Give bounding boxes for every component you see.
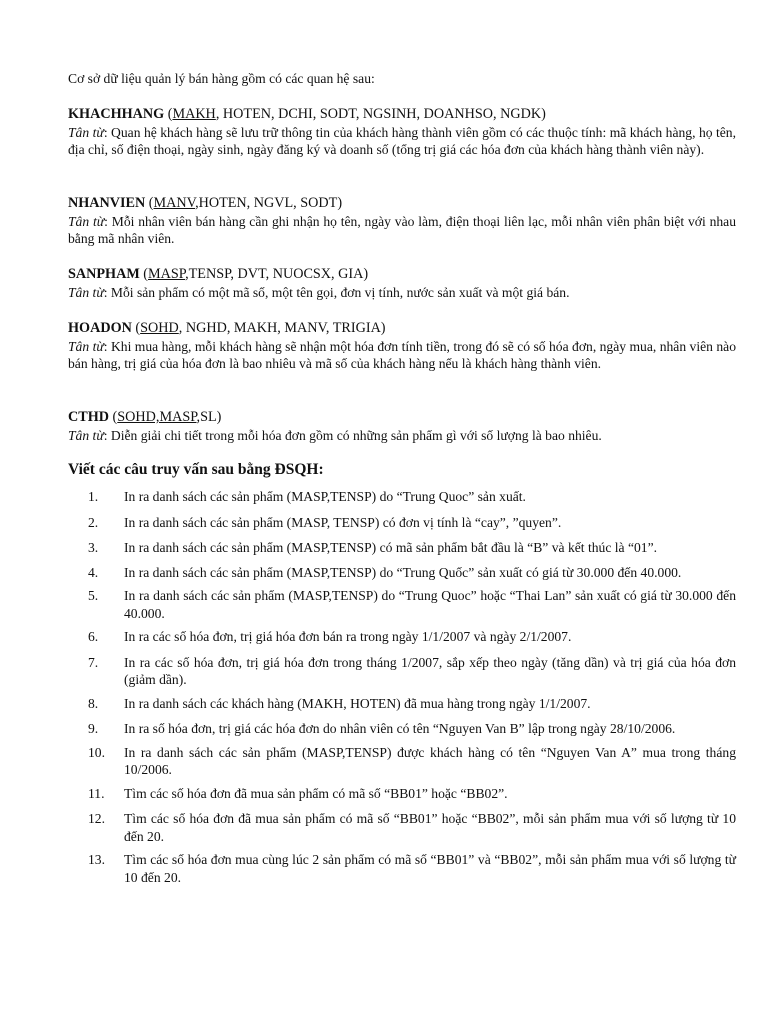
relation-name: KHACHHANG bbox=[68, 106, 165, 122]
list-item bbox=[68, 488, 736, 506]
relation-description bbox=[68, 213, 736, 248]
relation-attributes: ,HOTEN, NGVL, SODT) bbox=[195, 195, 343, 211]
item-number: 10. bbox=[88, 744, 105, 760]
item-text: In ra danh sách các sản phẩm (MASP,TENSP) do “Trung Quoc” hoặc “Thai Lan” sản xuất có giá từ 30.000 đến 40.000. bbox=[124, 588, 736, 621]
relation-nhanvien bbox=[68, 195, 736, 248]
query-list bbox=[68, 488, 736, 886]
description-label: Tân từ bbox=[68, 213, 105, 229]
relation-attributes: ,SL) bbox=[196, 409, 222, 425]
description-text: : Mỗi sản phẩm có một mã số, một tên gọi, đơn vị tính, nước sản xuất và một giá bán. bbox=[103, 284, 570, 300]
item-text: Tìm các số hóa đơn đã mua sản phẩm có mã số “BB01” hoặc “BB02”, mỗi sản phẩm mua với số lượng từ 10 đến 20. bbox=[124, 811, 736, 844]
relation-hoadon bbox=[68, 320, 736, 373]
relation-attributes: , HOTEN, DCHI, SODT, NGSINH, DOANHSO, NGDK) bbox=[215, 106, 546, 122]
item-number: 12. bbox=[88, 811, 105, 826]
description-label: Tân từ bbox=[68, 427, 104, 443]
item-number: 11. bbox=[88, 785, 105, 801]
list-item bbox=[68, 628, 736, 646]
relation-description bbox=[68, 284, 736, 302]
list-item bbox=[68, 744, 736, 779]
description-label: Tân từ bbox=[68, 338, 104, 354]
description-text: : Diễn giải chi tiết trong mỗi hóa đơn gồm có những sản phẩm gì với số lượng là bao nhiêu. bbox=[103, 427, 602, 443]
item-number: 5. bbox=[88, 588, 99, 603]
list-item bbox=[68, 564, 736, 582]
item-text: In ra các số hóa đơn, trị giá hóa đơn trong tháng 1/2007, sắp xếp theo ngày (tăng dần) và trị giá của hóa đơn (giảm dần). bbox=[124, 654, 736, 687]
item-text: In ra các số hóa đơn, trị giá hóa đơn bán ra trong ngày 1/1/2007 và ngày 2/1/2007. bbox=[124, 629, 572, 644]
list-item bbox=[68, 695, 736, 713]
intro-text: Cơ sở dữ liệu quản lý bán hàng gồm có các quan hệ sau: bbox=[68, 71, 375, 86]
item-text: In ra danh sách các sản phẩm (MASP, TENSP) có đơn vị tính là “cay”, ”quyen”. bbox=[124, 514, 562, 530]
description-label: Tân từ bbox=[68, 284, 104, 300]
relation-name: CTHD bbox=[68, 409, 109, 425]
item-number: 9. bbox=[88, 721, 99, 736]
primary-key: SOHD,MASP bbox=[117, 409, 197, 425]
relation-name: NHANVIEN bbox=[68, 195, 146, 211]
relation-description bbox=[68, 427, 736, 445]
primary-key: SOHD bbox=[140, 320, 179, 336]
item-number: 13. bbox=[88, 852, 105, 867]
relation-schema: HOADON (SOHD, NGHD, MAKH, MANV, TRIGIA) bbox=[68, 320, 386, 336]
item-text: Tìm các số hóa đơn đã mua sản phẩm có mã số “BB01” hoặc “BB02”. bbox=[124, 785, 508, 801]
item-number: 7. bbox=[88, 654, 99, 670]
primary-key: MANV bbox=[153, 195, 196, 211]
relation-attributes: , NGHD, MAKH, MANV, TRIGIA) bbox=[178, 320, 386, 336]
primary-key: MAKH bbox=[172, 106, 216, 122]
item-text: In ra danh sách các sản phẩm (MASP,TENSP) được khách hàng có tên “Nguyen Van A” mua trong tháng 10/2006. bbox=[124, 744, 736, 777]
relation-attributes: ,TENSP, DVT, NUOCSX, GIA) bbox=[185, 266, 369, 282]
item-text: Tìm các số hóa đơn mua cùng lúc 2 sản phẩm có mã số “BB01” và “BB02”, mỗi sản phẩm mua với số lượng từ 10 đến 20. bbox=[124, 852, 736, 885]
item-number: 6. bbox=[88, 629, 99, 644]
item-number: 3. bbox=[88, 540, 99, 555]
item-number: 1. bbox=[88, 489, 99, 504]
relation-description bbox=[68, 124, 736, 159]
relation-name: HOADON bbox=[68, 320, 132, 336]
item-number: 2. bbox=[88, 514, 99, 530]
relation-cthd bbox=[68, 409, 736, 444]
description-text: : Quan hệ khách hàng sẽ lưu trữ thông tin của khách hàng thành viên gồm có các thuộc tính: mã khách hàng, họ tên, địa chỉ, số điện thoại, ngày sinh, ngày đăng ký và doanh số (tổng trị giá các hóa đơn của khách hàng thành viên này). bbox=[68, 124, 737, 157]
item-number: 8. bbox=[88, 695, 99, 711]
item-number: 4. bbox=[88, 564, 99, 580]
primary-key: MASP bbox=[148, 266, 186, 282]
list-item bbox=[68, 587, 736, 622]
relation-schema: KHACHHANG (MAKH, HOTEN, DCHI, SODT, NGSINH, DOANHSO, NGDK) bbox=[68, 106, 546, 122]
description-text: : Mỗi nhân viên bán hàng cần ghi nhận họ tên, ngày vào làm, điện thoại liên lạc, mỗi nhân viên phân biệt với nhau bằng mã nhân viên. bbox=[68, 213, 736, 246]
description-label: Tân từ bbox=[68, 124, 104, 140]
list-item bbox=[68, 851, 736, 886]
relation-description bbox=[68, 338, 736, 373]
queries-heading: Viết các câu truy vấn sau bằng ĐSQH: bbox=[68, 461, 324, 478]
list-item bbox=[68, 720, 736, 738]
relation-name: SANPHAM bbox=[68, 266, 140, 282]
list-item bbox=[68, 785, 736, 803]
list-item bbox=[68, 810, 736, 845]
item-text: In ra số hóa đơn, trị giá các hóa đơn do nhân viên có tên “Nguyen Van B” lập trong ngày 28/10/2006. bbox=[124, 721, 676, 736]
relation-schema: NHANVIEN (MANV,HOTEN, NGVL, SODT) bbox=[68, 195, 343, 211]
item-text: In ra danh sách các sản phẩm (MASP,TENSP) có mã sản phẩm bắt đầu là “B” và kết thúc là “01”. bbox=[124, 540, 658, 555]
list-item bbox=[68, 514, 736, 532]
list-item bbox=[68, 539, 736, 557]
item-text: In ra danh sách các sản phẩm (MASP,TENSP) do “Trung Quốc” sản xuất có giá từ 30.000 đến 40.000. bbox=[124, 564, 682, 580]
item-text: In ra danh sách các sản phẩm (MASP,TENSP) do “Trung Quoc” sản xuất. bbox=[124, 489, 526, 504]
relation-schema: SANPHAM (MASP,TENSP, DVT, NUOCSX, GIA) bbox=[68, 266, 369, 282]
list-item bbox=[68, 654, 736, 689]
relation-schema: CTHD (SOHD,MASP,SL) bbox=[68, 409, 222, 425]
relation-khachhang bbox=[68, 106, 736, 159]
item-text: In ra danh sách các khách hàng (MAKH, HOTEN) đã mua hàng trong ngày 1/1/2007. bbox=[124, 695, 591, 711]
relation-sanpham bbox=[68, 266, 736, 301]
description-text: : Khi mua hàng, mỗi khách hàng sẽ nhận một hóa đơn tính tiền, trong đó sẽ có số hóa đơn, ngày mua, nhân viên nào bán hàng, trị giá của hóa đơn là bao nhiêu và mã số của khách hàng nếu là khách hàng thành viên. bbox=[68, 338, 737, 371]
